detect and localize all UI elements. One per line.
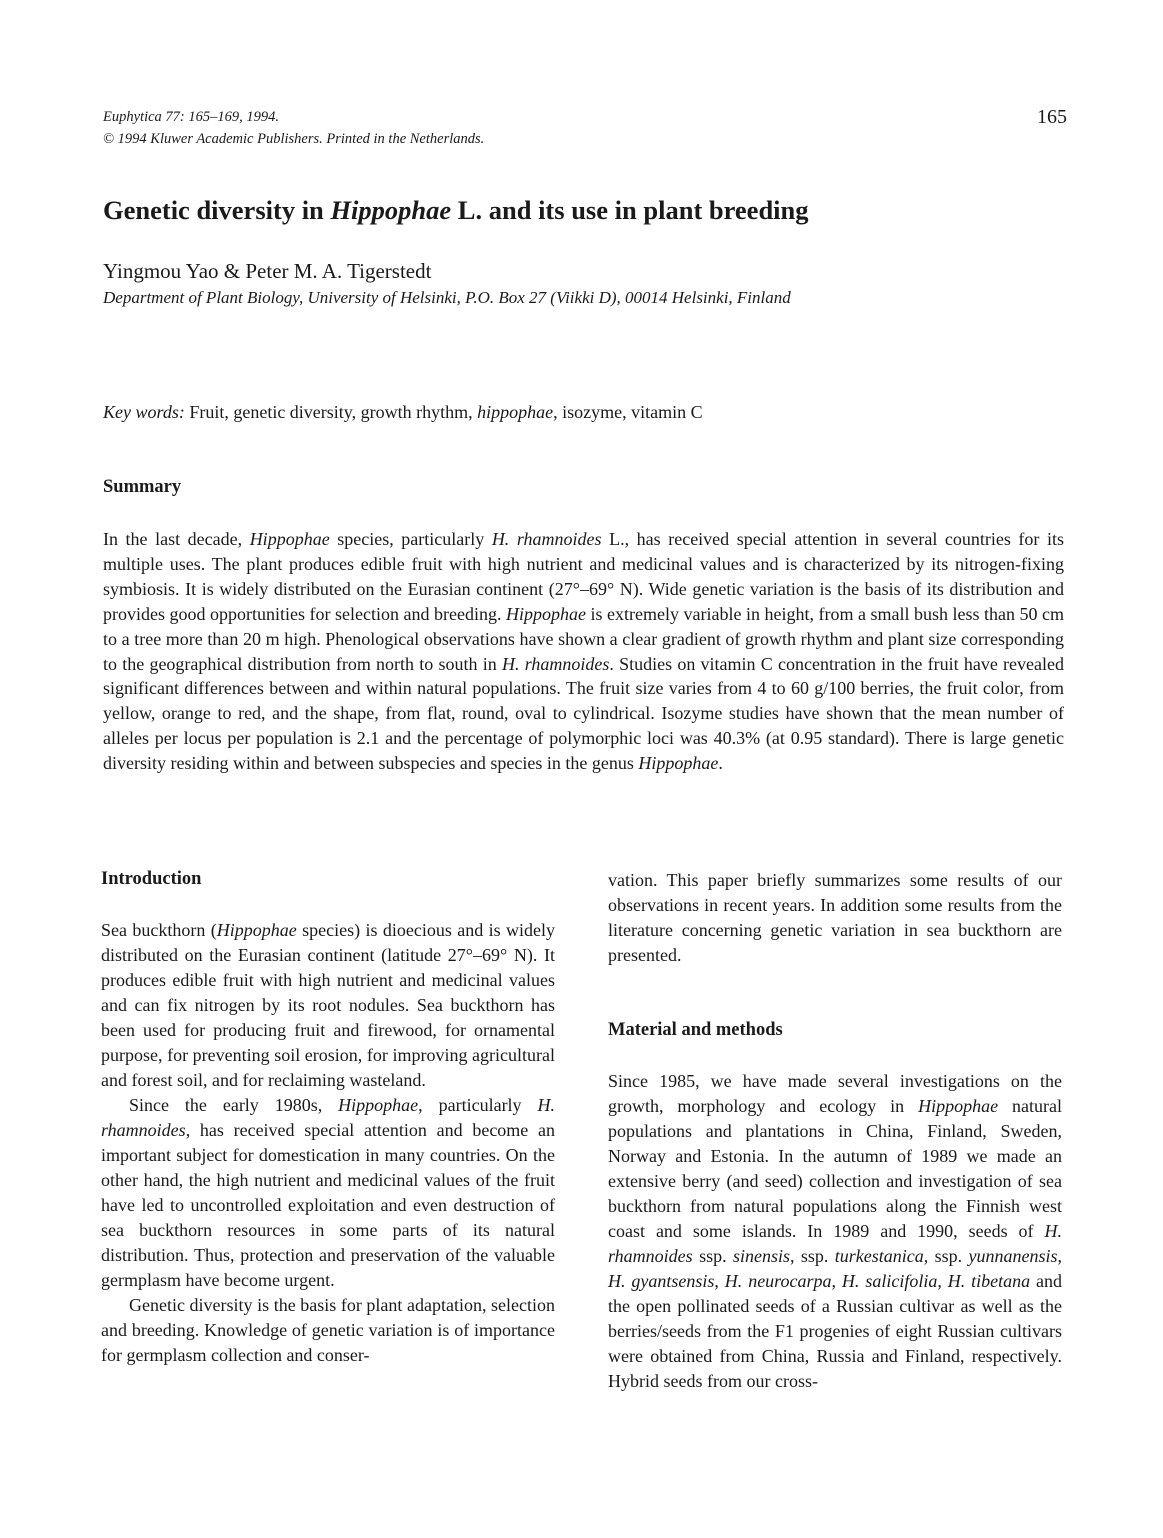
intro-paragraph-1: Sea buckthorn (Hippophae species) is dioecious and is widely distributed on the Eurasian continent (latitude 27°–69° N). It produces edible fruit with high nutrient and medicinal values and can fix nitrogen by its root nodules. Sea buckthorn has been used for producing fruit and firewood, for ornamental purpose, for preventing soil erosion, for improving agricultural and forest soil, and for reclaiming wasteland. xyxy=(101,920,556,1090)
title-text-end: L. and its use in plant breeding xyxy=(451,195,809,225)
intro-paragraph-2: Since the early 1980s, Hippophae, particularly H. rhamnoides, has received special attention and become an important subject for domestication in many countries. On the other hand, the high nutrient and medicinal values of the fruit have led to uncontrolled exploitation and even destruction of sea buckthorn resources in some parts of its natural distribution. Thus, protection and preservation of the valuable germplasm have become urgent. xyxy=(101,1095,555,1290)
methods-heading: Material and methods xyxy=(608,1020,783,1040)
affiliation: Department of Plant Biology, University of Helsinki, P.O. Box 27 (Viikki D), 00014 Helsinki, Finland xyxy=(103,288,791,307)
continuation-paragraph: vation. This paper briefly summarizes some results of our observations in recent years. In addition some results from the literature concerning genetic variation in sea buckthorn are presented. xyxy=(608,870,1062,965)
keywords-text: Fruit, genetic diversity, growth rhythm, xyxy=(184,402,478,422)
introduction-heading: Introduction xyxy=(101,869,202,889)
introduction-body xyxy=(101,918,555,1368)
journal-header xyxy=(103,106,484,150)
authors: Yingmou Yao & Peter M. A. Tigerstedt xyxy=(103,259,432,283)
introduction-continuation xyxy=(608,868,1062,968)
keywords-label: Key words: xyxy=(103,402,185,422)
title-text-start: Genetic diversity in xyxy=(103,195,331,225)
copyright-line: © 1994 Kluwer Academic Publishers. Printed in the Netherlands. xyxy=(103,131,485,147)
methods-body xyxy=(608,1069,1062,1394)
intro-paragraph-3: Genetic diversity is the basis for plant adaptation, selection and breeding. Knowledge of genetic variation is of importance for germplasm collection and conser- xyxy=(101,1295,555,1365)
title-genus: Hippophae xyxy=(330,195,452,225)
summary-paragraph: In the last decade, Hippophae species, particularly H. rhamnoides L., has received special attention in several countries for its multiple uses. The plant produces edible fruit with high nutrient and medicinal values and is characterized by its nitrogen-fixing symbiosis. It is widely distributed on the Eurasian continent (27°–69° N). Wide genetic variation is the basis of its distribution and provides good opportunities for selection and breeding. Hippophae is extremely variable in height, from a small bush less than 50 cm to a tree more than 20 m high. Phenological observations have shown a clear gradient of growth rhythm and plant size corresponding to the geographical distribution from north to south in H. rhamnoides. Studies on vitamin C concentration in the fruit have revealed significant differences between and within natural populations. The fruit size varies from 4 to 60 g/100 berries, the fruit color, from yellow, orange to red, and the shape, from flat, round, oval to cylindrical. Isozyme studies have shown that the mean number of alleles per locus per population is 2.1 and the percentage of polymorphic loci was 40.3% (at 0.95 standard). There is large genetic diversity residing within and between subspecies and species in the genus Hippophae. xyxy=(103,529,1064,774)
summary-heading: Summary xyxy=(103,477,182,497)
page-number: 165 xyxy=(1037,106,1067,128)
keywords xyxy=(103,402,703,423)
article-title xyxy=(103,195,809,226)
keywords-genus: hippophae xyxy=(477,402,554,422)
keywords-text-end: , isozyme, vitamin C xyxy=(553,402,703,422)
methods-paragraph-1: Since 1985, we have made several investigations on the growth, morphology and ecology in Hippophae natural populations and plantations in China, Finland, Sweden, Norway and Estonia. In the autumn of 1989 we made an extensive berry (and seed) collection and investigation of sea buckthorn from natural populations along the Finnish west coast and some islands. In 1989 and 1990, seeds of H. rhamnoides ssp. sinensis, ssp. turkestanica, ssp. yunnanensis, H. gyantsensis, H. neurocarpa, H. salicifolia, H. tibetana and the open pollinated seeds of a Russian cultivar as well as the berries/seeds from the F1 progenies of eight Russian cultivars were obtained from China, Russia and Finland, respectively. Hybrid seeds from our cross- xyxy=(608,1071,1063,1391)
journal-citation: Euphytica 77: 165–169, 1994. xyxy=(103,109,279,125)
